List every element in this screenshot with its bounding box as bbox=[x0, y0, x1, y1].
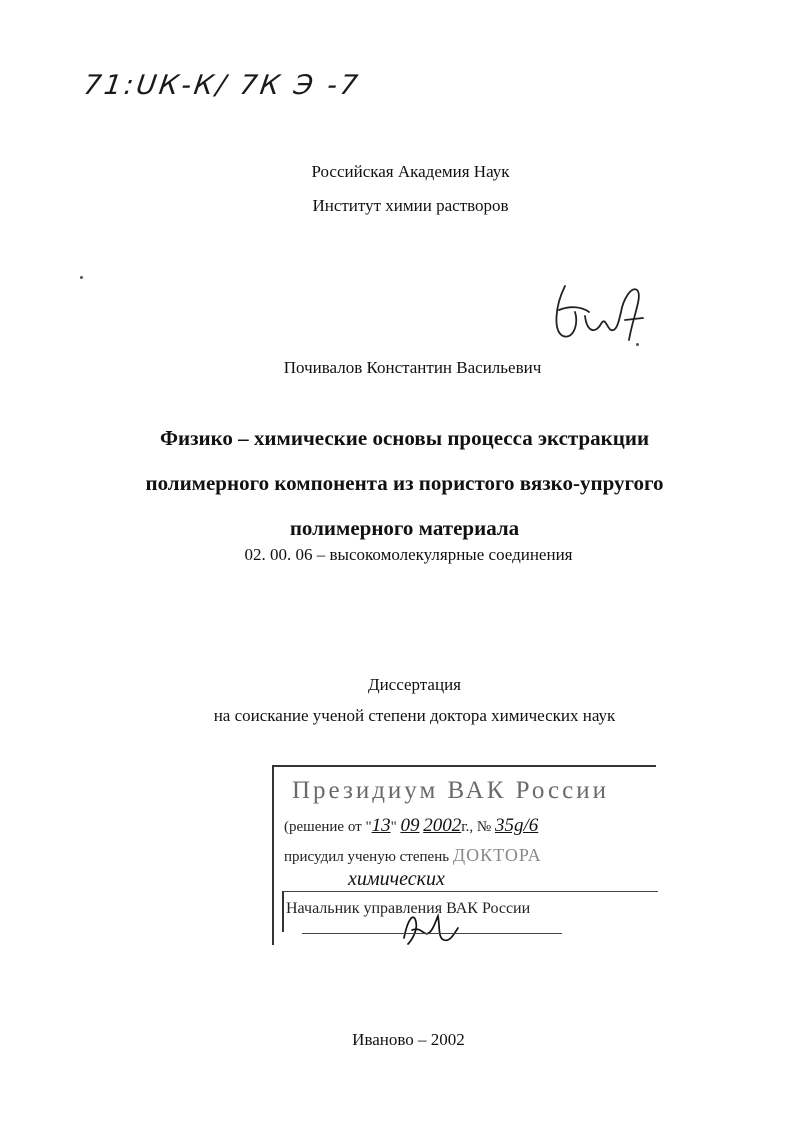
decision-prefix: (решение от bbox=[284, 819, 362, 835]
specialty-code: 02. 00. 06 – высокомолекулярные соединения bbox=[244, 545, 573, 564]
city-year: Иваново – 2002 bbox=[352, 1030, 465, 1049]
decision-day: 13 bbox=[371, 815, 391, 836]
dissertation-title bbox=[8, 416, 793, 551]
author-name: Почивалов Константин Васильевич bbox=[283, 358, 542, 377]
title-line: полимерного материала bbox=[289, 516, 520, 540]
awarded-prefix: присудил ученую степень bbox=[284, 849, 450, 865]
scan-speck bbox=[80, 276, 83, 279]
decision-number: 35g/6 bbox=[494, 815, 539, 836]
signature-line bbox=[302, 933, 562, 934]
awarded-degree: ДОКТОРА bbox=[452, 845, 542, 865]
chief-signature bbox=[398, 908, 468, 948]
handwritten-archive-code: 71:UК-К/ 7К Э -7 bbox=[81, 70, 363, 101]
decision-year: 2002 bbox=[423, 815, 462, 836]
degree-sought: на соискание ученой степени доктора химических наук bbox=[213, 706, 616, 725]
stamp-decision-line: (решение от "13" 09 2002г., № 35g/6 bbox=[284, 815, 539, 836]
decision-month: 09 bbox=[400, 815, 420, 836]
author-signature bbox=[545, 276, 655, 356]
organization-name: Российская Академия Наук bbox=[311, 162, 510, 181]
vak-stamp bbox=[272, 765, 658, 951]
stamp-heading: Президиум ВАК России bbox=[292, 777, 609, 804]
stamp-chief: Начальник управления ВАК России bbox=[286, 900, 531, 917]
title-line: полимерного компонента из пористого вязко-упругого bbox=[145, 471, 664, 495]
institute-name: Институт химии растворов bbox=[312, 196, 509, 215]
title-line: Физико – химические основы процесса экстракции bbox=[159, 426, 650, 450]
document-type: Диссертация bbox=[367, 675, 461, 694]
stamp-field: химических bbox=[348, 868, 445, 890]
stamp-awarded-line bbox=[284, 845, 542, 866]
year-suffix: г., № bbox=[461, 819, 492, 835]
